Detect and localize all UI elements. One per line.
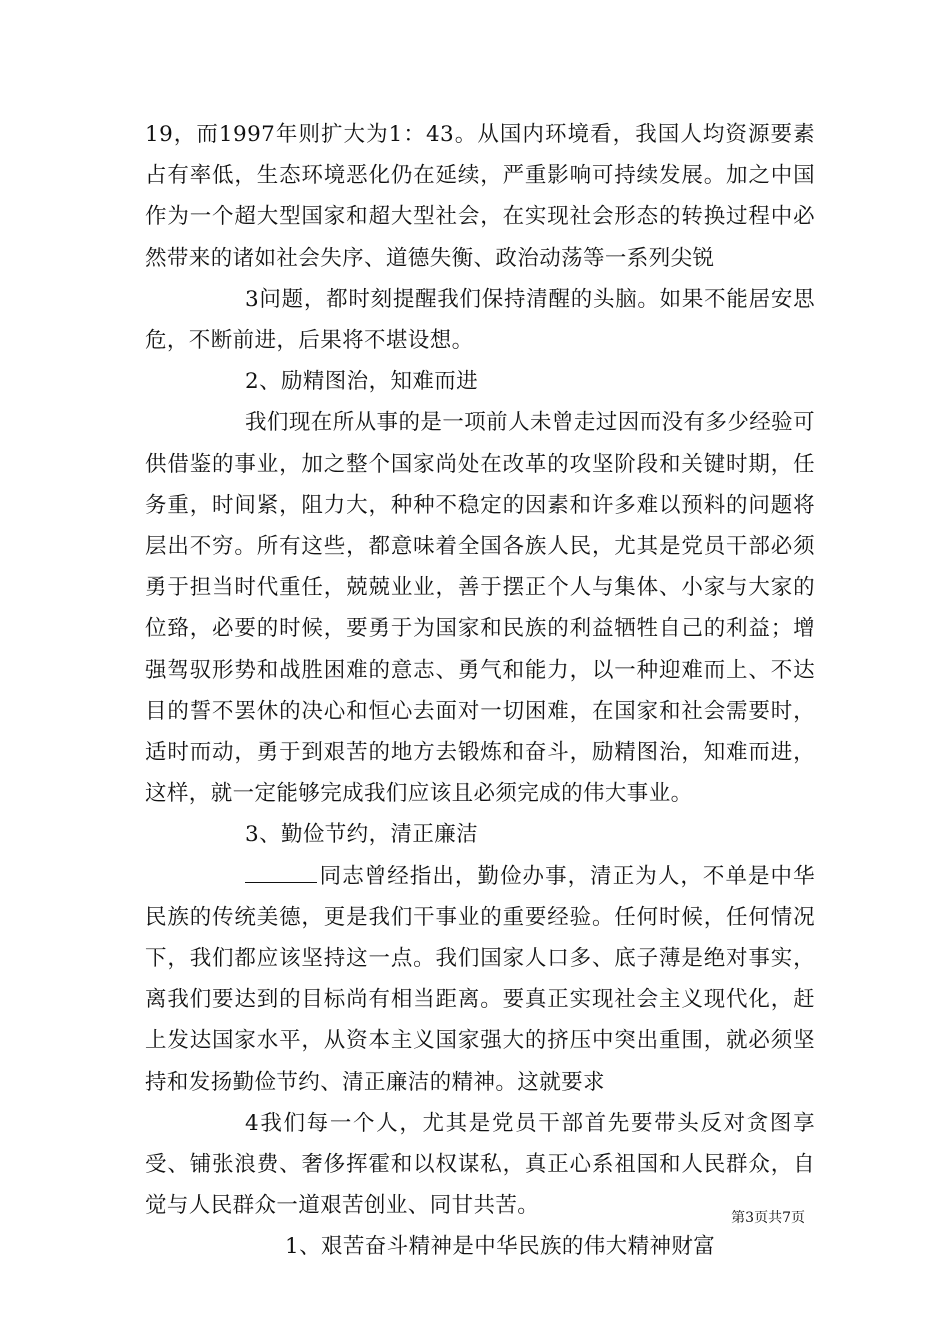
page-number-footer: 第3页共7页 [731,1210,805,1226]
paragraph-party-members: 4我们每一个人，尤其是党员干部首先要带头反对贪图享受、铺张浪费、奢侈挥霍和以权谋私，真正心系祖国和人民群众，自觉与人民群众一道艰苦创业、同甘共苦。 [145,1110,815,1219]
document-body [145,114,815,1268]
section-heading-2: 2、励精图治，知难而进 [245,369,479,395]
paragraph-continuation: 19，而1997年则扩大为1：43。从国内环境看，我国人均资源要素占有率低，生态环境恶化仍在延续，严重影响可持续发展。加之中国作为一个超大型国家和超大型社会，在实现社会形态的转换过程中必然带来的诸如社会失序、道德失衡、政治动荡等一系列尖锐 [145,122,815,271]
paragraph-frugality-text: 同志曾经指出，勤俭办事，清正为人，不单是中华民族的传统美德，更是我们干事业的重要经验。任何时候，任何情况下，我们都应该坚持这一点。我们国家人口多、底子薄是绝对事实，离我们要达到的目标尚有相当距离。要真正实现社会主义现代化，赶上发达国家水平，从资本主义国家强大的挤压中突出重围，就必须坚持和发扬勤俭节约、清正廉洁的精神。这就要求 [145,863,815,1095]
paragraph-arduous-cause: 我们现在所从事的是一项前人未曾走过因而没有多少经验可供借鉴的事业，加之整个国家尚处在改革的攻坚阶段和关键时期，任务重，时间紧，阻力大，种种不稳定的因素和许多难以预料的问题将层出不穷。所有这些，都意味着全国各族人民，尤其是党员干部必须勇于担当时代重任，兢兢业业，善于摆正个人与集体、小家与大家的位臵，必要的时候，要勇于为国家和民族的利益牺牲自己的利益；增强驾驭形势和战胜困难的意志、勇气和能力，以一种迎难而上、不达目的誓不罢休的决心和恒心去面对一切困难，在国家和社会需要时，适时而动，勇于到艰苦的地方去锻炼和奋斗，励精图治，知难而进，这样，就一定能够完成我们应该且必须完成的伟大事业。 [145,410,815,807]
section-heading-3: 3、勤俭节约，清正廉洁 [245,822,479,848]
section-heading-1: 1、艰苦奋斗精神是中华民族的伟大精神财富 [285,1234,716,1260]
paragraph-problem-warning: 3问题，都时刻提醒我们保持清醒的头脑。如果不能居安思危，不断前进，后果将不堪设想。 [145,286,815,354]
blank-underline [245,862,317,883]
paragraph-frugality [145,856,815,1103]
